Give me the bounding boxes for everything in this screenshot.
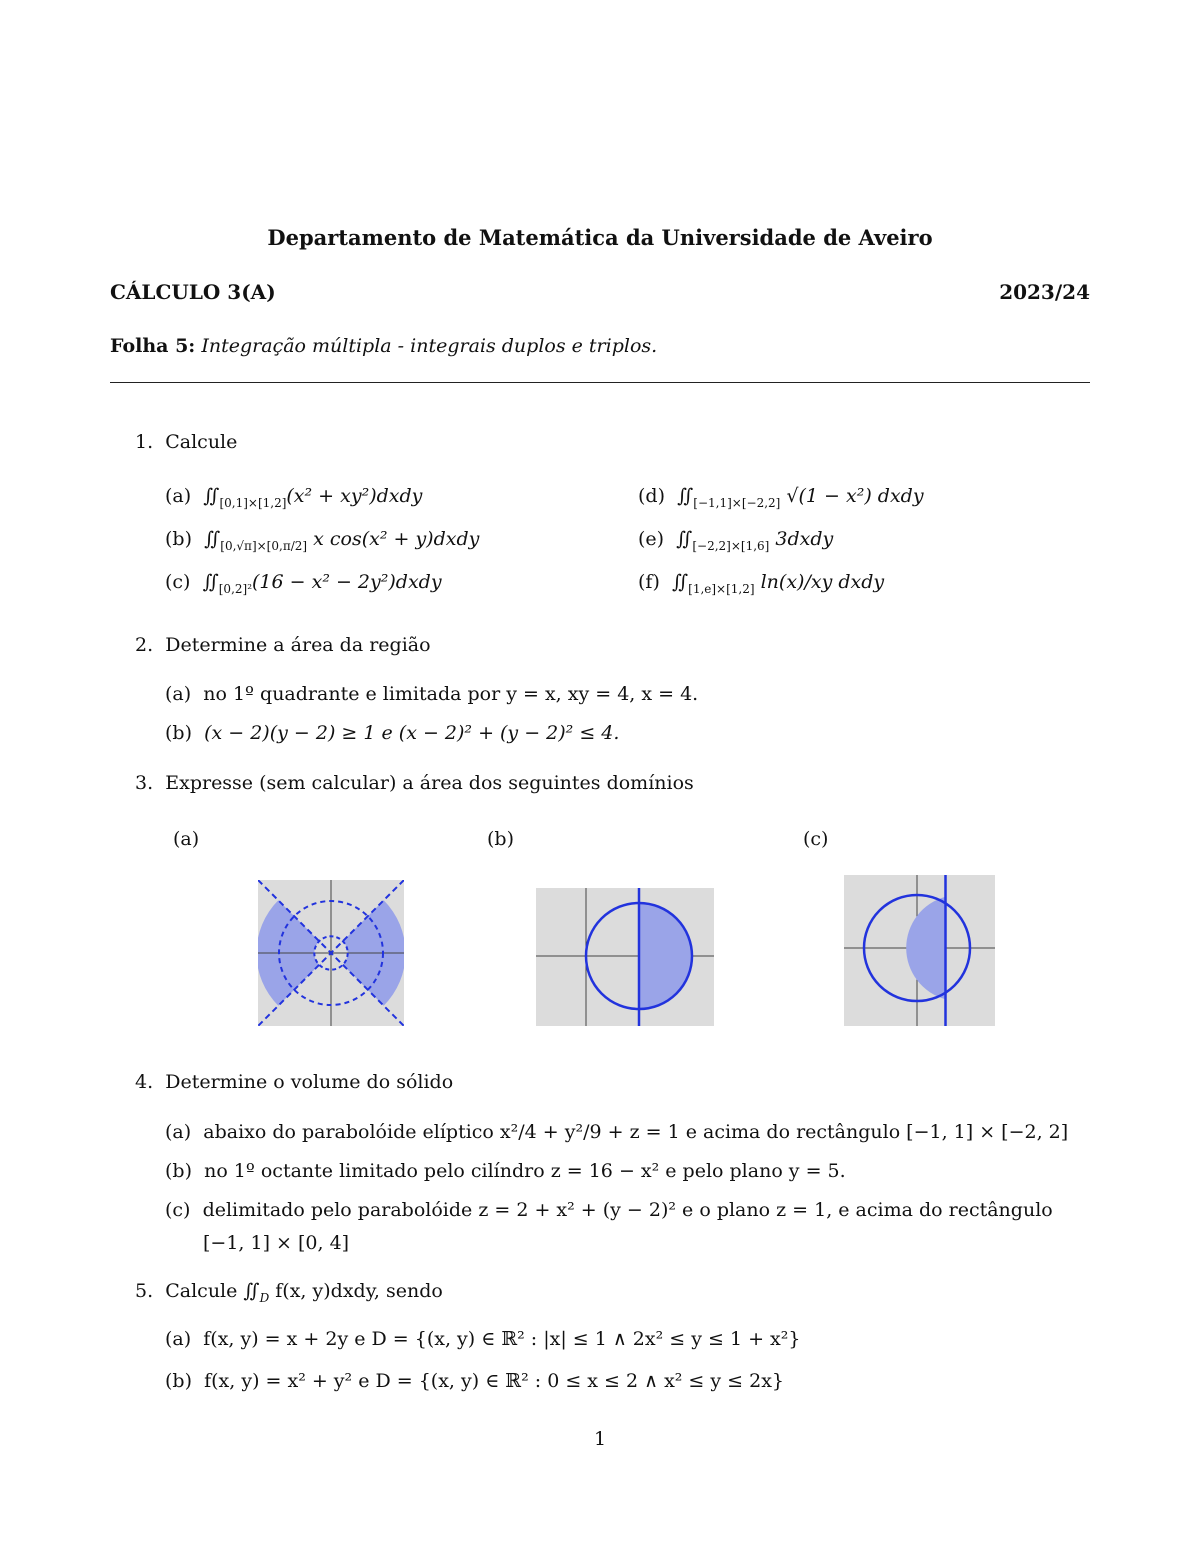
item-text: (x − 2)(y − 2) ≥ 1 e (x − 2)² + (y − 2)² ≤ 4.: [204, 722, 620, 744]
q1-item-c: [165, 571, 442, 596]
item-label: (a): [165, 1121, 192, 1143]
integrand: ln(x)/xy dxdy: [760, 571, 885, 593]
q5-domain: D: [259, 1290, 270, 1305]
school-year: 2023/24: [999, 280, 1090, 304]
q5-number: 5.: [135, 1280, 154, 1302]
item-label: (d): [638, 485, 665, 507]
q2-text: Determine a área da região: [165, 634, 431, 656]
q2-item-b: [165, 722, 619, 744]
q1-item-e: [638, 528, 833, 553]
sheet-topic: Integração múltipla - integrais duplos e triplos.: [201, 335, 658, 357]
q5-item-b: [165, 1370, 784, 1392]
q4-item-b: [165, 1160, 846, 1182]
q1-heading: [135, 431, 237, 453]
item-label: (c): [165, 571, 191, 593]
item-text: f(x, y) = x² + y² e D = {(x, y) ∈ ℝ² : 0 ≤ x ≤ 2 ∧ x² ≤ y ≤ 2x}: [204, 1370, 785, 1392]
q1-text: Calcule: [165, 431, 238, 453]
item-text: abaixo do parabolóide elíptico x²/4 + y²/9 + z = 1 e acima do rectângulo [−1, 1] × [−2, 2]: [203, 1121, 1069, 1143]
item-label: (b): [165, 1370, 192, 1392]
figure-c: [844, 875, 995, 1026]
item-text: no 1º quadrante e limitada por y = x, xy = 4, x = 4.: [203, 683, 699, 705]
integration-domain: [0,2]²: [218, 581, 253, 596]
figure-b: [536, 888, 714, 1026]
q2-number: 2.: [135, 634, 154, 656]
q4-number: 4.: [135, 1071, 154, 1093]
integrand: x cos(x² + y)dxdy: [313, 528, 480, 550]
q3-fig-b-label: (b): [487, 828, 514, 850]
sheet-label: Folha 5:: [110, 335, 196, 357]
double-integral-symbol: ∬: [677, 485, 694, 507]
q1-number: 1.: [135, 431, 154, 453]
q4-item-a: [165, 1121, 1068, 1143]
integration-domain: [−1,1]×[−2,2]: [693, 495, 781, 510]
double-integral-symbol: ∬: [676, 528, 693, 550]
q2-heading: [135, 634, 431, 656]
q1-item-a: [165, 485, 422, 510]
q4-text: Determine o volume do sólido: [165, 1071, 454, 1093]
double-integral-symbol: ∬: [202, 571, 219, 593]
integrand: 3dxdy: [775, 528, 834, 550]
q5-item-a: [165, 1328, 800, 1350]
item-text: delimitado pelo parabolóide z = 2 + x² + (y − 2)² e o plano z = 1, e acima do rectângulo: [202, 1199, 1053, 1221]
q3-heading: [135, 772, 694, 794]
integrand: √(1 − x²) dxdy: [786, 485, 924, 507]
item-label: (f): [638, 571, 660, 593]
item-label: (a): [165, 683, 192, 705]
double-integral-symbol: ∬: [671, 571, 689, 593]
q4-heading: [135, 1071, 453, 1093]
q1-item-b: [165, 528, 479, 553]
q3-fig-a-label: (a): [173, 828, 200, 850]
integrand: (x² + xy²)dxdy: [286, 485, 423, 507]
double-integral-symbol: ∬: [204, 528, 221, 550]
item-text: f(x, y) = x + 2y e D = {(x, y) ∈ ℝ² : |x| ≤ 1 ∧ 2x² ≤ y ≤ 1 + x²}: [203, 1328, 801, 1350]
item-label: (e): [638, 528, 665, 550]
q5-text: Calcule ∬: [165, 1280, 260, 1302]
course-title: CÁLCULO 3(A): [110, 280, 276, 304]
item-label: (b): [165, 722, 192, 744]
header-rule: [110, 382, 1090, 383]
q3-number: 3.: [135, 772, 154, 794]
double-integral-symbol: ∬: [203, 485, 220, 507]
sheet-line: [110, 335, 657, 357]
integrand: (16 − x² − 2y²)dxdy: [252, 571, 442, 593]
q5-text-rest: f(x, y)dxdy, sendo: [269, 1280, 443, 1302]
item-text: no 1º octante limitado pelo cilíndro z = 16 − x² e pelo plano y = 5.: [204, 1160, 846, 1182]
q1-item-d: [638, 485, 924, 510]
item-label: (c): [165, 1199, 191, 1221]
department-title: Departamento de Matemática da Universidade de Aveiro: [267, 225, 933, 250]
item-label: (b): [165, 1160, 192, 1182]
item-label: (b): [165, 528, 192, 550]
q4-item-c-continuation: [−1, 1] × [0, 4]: [203, 1232, 350, 1254]
page-number: 1: [593, 1428, 607, 1450]
integration-domain: [1,e]×[1,2]: [688, 581, 755, 596]
q1-item-f: [638, 571, 884, 596]
q4-item-c: [165, 1199, 1053, 1221]
integration-domain: [0,√π]×[0,π/2]: [220, 538, 308, 553]
item-label: (a): [165, 1328, 192, 1350]
q3-fig-c-label: (c): [803, 828, 829, 850]
figure-a: [258, 880, 404, 1026]
q2-item-a: [165, 683, 698, 705]
q3-text: Expresse (sem calcular) a área dos seguintes domínios: [165, 772, 694, 794]
item-label: (a): [165, 485, 192, 507]
integration-domain: [−2,2]×[1,6]: [692, 538, 770, 553]
integration-domain: [0,1]×[1,2]: [219, 495, 287, 510]
q5-heading: [135, 1280, 443, 1305]
